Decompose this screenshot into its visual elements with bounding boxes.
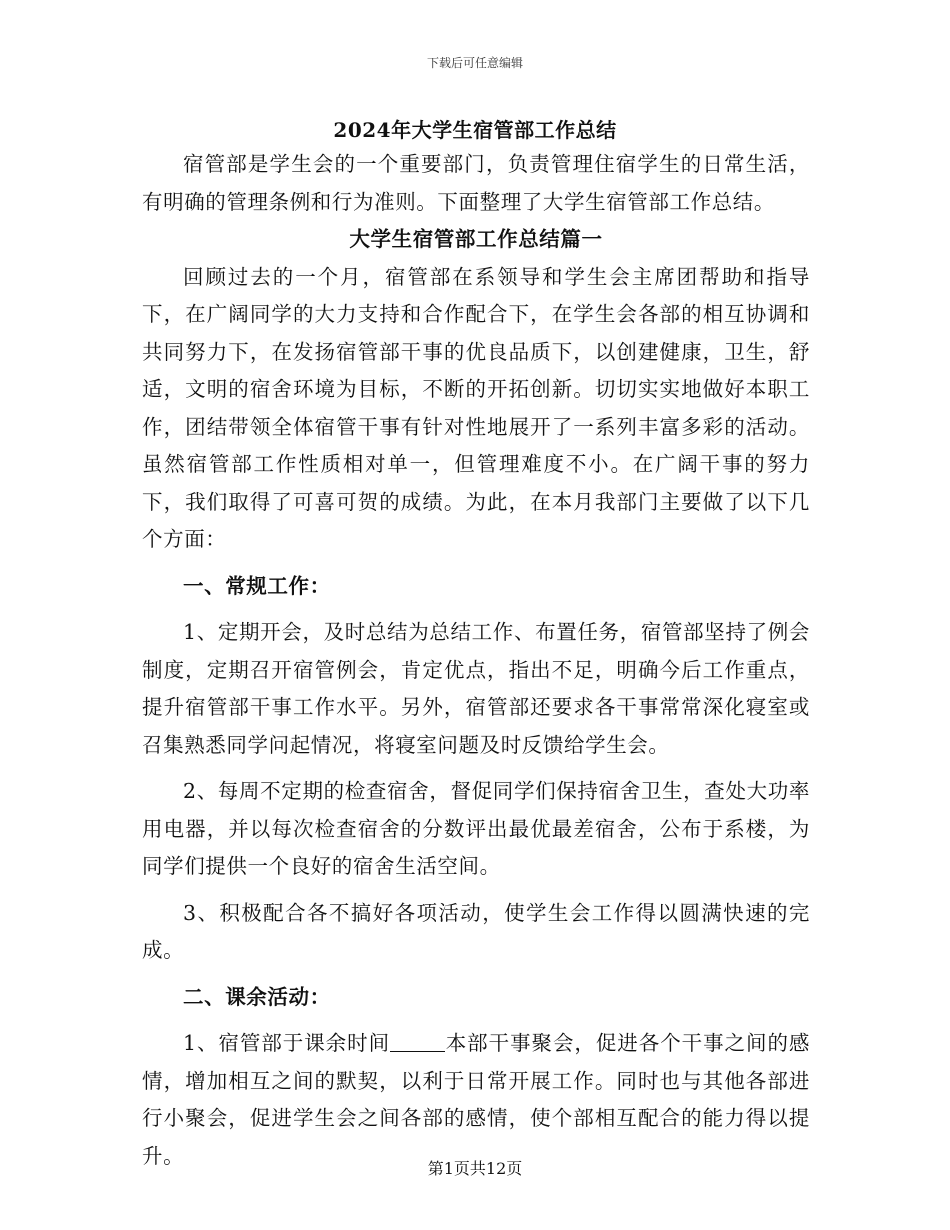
activities-item-1: [142, 1025, 810, 1175]
section-subheading: 大学生宿管部工作总结篇一: [349, 227, 603, 251]
section-heading-activities: 二、课余活动：: [183, 984, 331, 1009]
routine-item-3: 3、积极配合各不搞好各项活动，使学生会工作得以圆满快速的完成。: [142, 900, 810, 962]
page-footer: 第1页共12页: [427, 1159, 523, 1178]
fill-in-blank: [390, 1031, 445, 1053]
routine-item-1: 1、定期开会，及时总结为总结工作、布置任务，宿管部坚持了例会制度，定期召开宿管例会，肯定优点，指出不足，明确今后工作重点，提升宿管部干事工作水平。另外，宿管部还要求各干事常常深化寝室或召集熟悉同学问起情况，将寝室问题及时反馈给学生会。: [142, 620, 810, 757]
intro-paragraph: 宿管部是学生会的一个重要部门，负责管理住宿学生的日常生活，有明确的管理条例和行为准则。下面整理了大学生宿管部工作总结。: [142, 152, 810, 214]
document-body: [142, 146, 810, 1175]
routine-item-2: 2、每周不定期的检查宿舍，督促同学们保持宿舍卫生，查处大功率用电器，并以每次检查宿舍的分数评出最优最差宿舍，公布于系楼，为同学们提供一个良好的宿舍生活空间。: [142, 779, 810, 878]
header-note: 下载后可任意编辑: [426, 56, 523, 70]
document-title: 2024年大学生宿管部工作总结: [333, 118, 617, 142]
paragraph-review: 回顾过去的一个月，宿管部在系领导和学生会主席团帮助和指导下，在广阔同学的大力支持和合作配合下，在学生会各部的相互协调和共同努力下，在发扬宿管部干事的优良品质下，以创建健康，卫生，舒适，文明的宿舍环境为目标，不断的开拓创新。切切实实地做好本职工作，团结带领全体宿管干事有针对性地展开了一系列丰富多彩的活动。虽然宿管部工作性质相对单一，但管理难度不小。在广阔干事的努力下，我们取得了可喜可贺的成绩。为此，在本月我部门主要做了以下几个方面：: [142, 264, 810, 551]
activities-item-1-start: 1、宿管部于课余时间: [183, 1031, 391, 1055]
activities-item-1-end: 本部干事聚会，促进各个干事之间的感情，增加相互之间的默契，以利于日常开展工作。同时也与其他各部进行小聚会，促进学生会之间各部的感情，使个部相互配合的能力得以提升。: [142, 1031, 810, 1168]
section-heading-routine: 一、常规工作：: [183, 573, 331, 598]
